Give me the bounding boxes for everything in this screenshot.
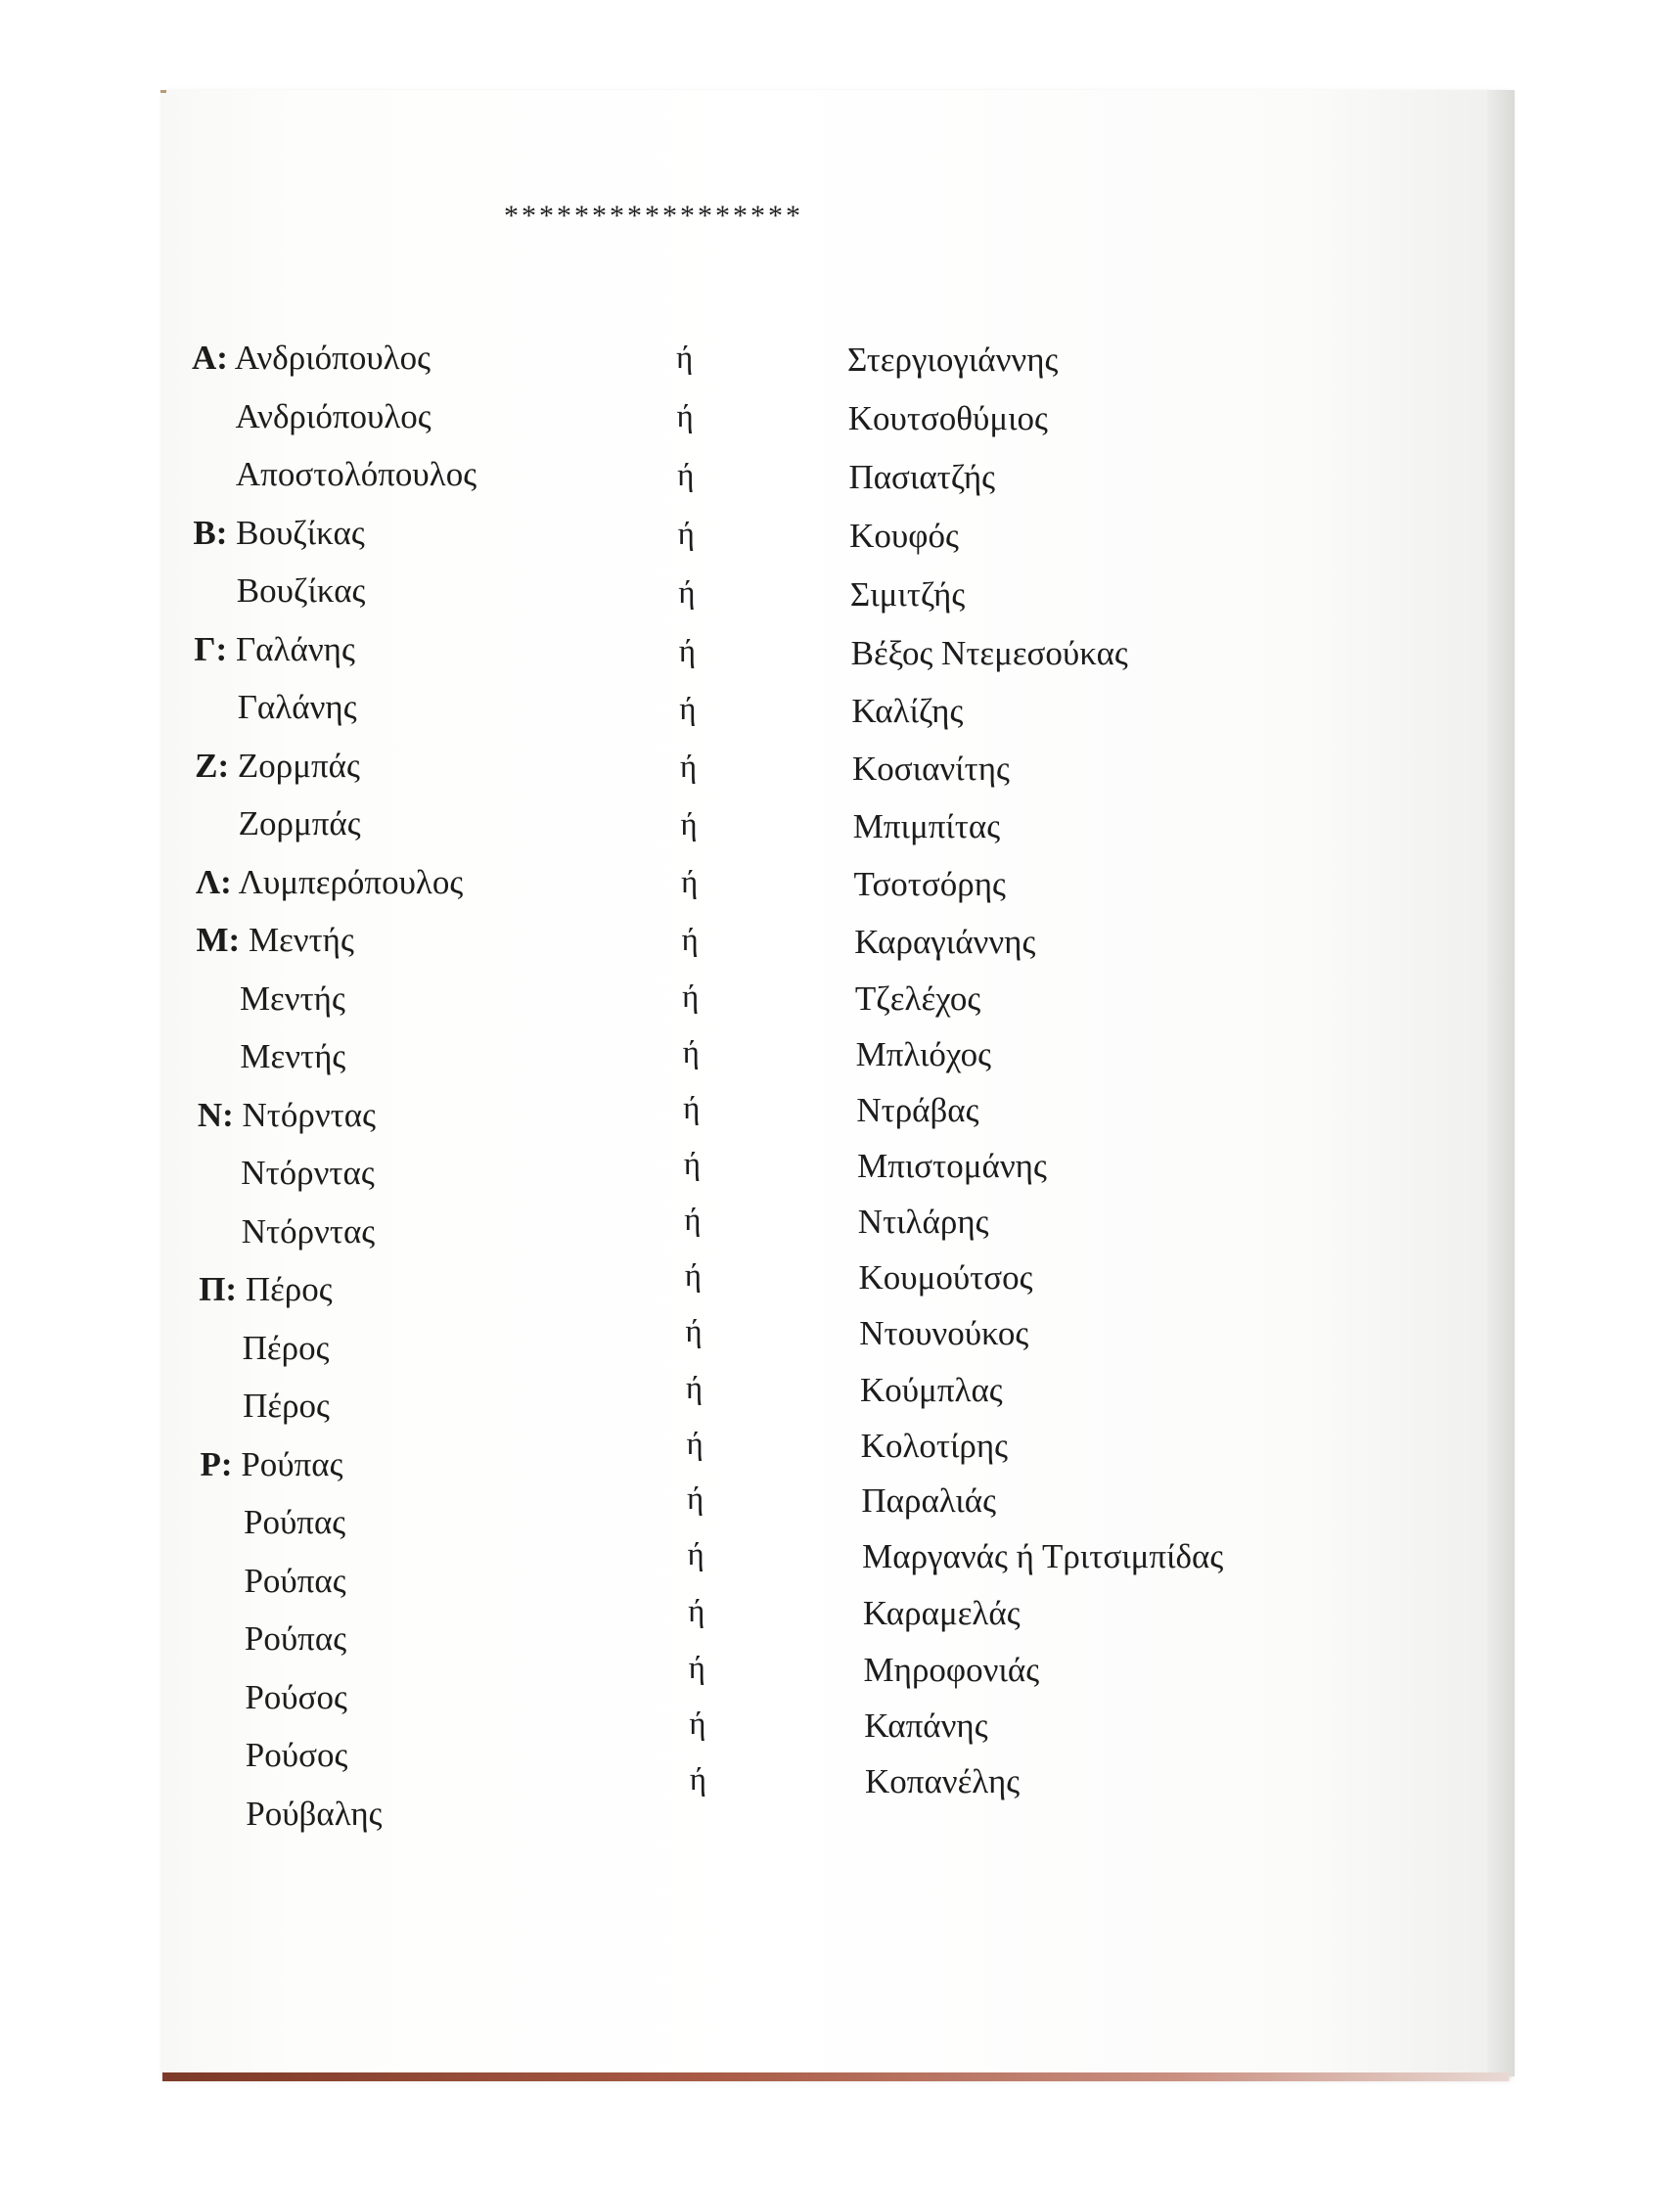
partner-surname: Κοπανέλης: [865, 1762, 1021, 1800]
or-word: ή: [687, 1481, 704, 1517]
list-item: [0, 1481, 1680, 1546]
list-item: [0, 1762, 1680, 1838]
partner-surname: Τσοτσόρης: [853, 865, 1006, 903]
surname: Ντόρντας: [242, 1095, 376, 1134]
or-word: ή: [680, 807, 698, 842]
partner-surname: Κουτσοθύμιος: [847, 399, 1048, 437]
surname-cell: [235, 393, 431, 440]
list-item: [0, 684, 1680, 731]
corner-mark: [160, 90, 166, 93]
surname-cell: [246, 1791, 382, 1838]
or-word: ή: [689, 1762, 707, 1798]
or-word: ή: [685, 1314, 703, 1349]
partner-surname: Κούμπλας: [859, 1371, 1003, 1409]
partner-surname: Μπιστομάνης: [857, 1147, 1047, 1185]
letter-prefix: Β:: [193, 513, 228, 552]
list-item: [0, 510, 1680, 557]
list-item: [0, 976, 1680, 1023]
list-item: [0, 1537, 1680, 1605]
partner-surname: Στεργιογιάννης: [847, 341, 1059, 379]
surname-cell: [198, 1092, 376, 1139]
surname-cell: [199, 1266, 332, 1313]
or-word: ή: [679, 692, 697, 727]
letter-prefix: Λ:: [196, 862, 232, 901]
letter-prefix: Μ:: [196, 921, 241, 959]
surname-cell: [239, 800, 361, 847]
surname: Μεντής: [248, 921, 354, 959]
list-item: [0, 451, 1680, 498]
surname-cell: [242, 1208, 375, 1255]
surname-cell: [195, 743, 360, 790]
surname: Ζορμπάς: [238, 804, 361, 842]
letter-prefix: Ρ:: [200, 1444, 233, 1483]
surname: Βουζίκας: [236, 571, 366, 610]
partner-surname: Καλίζης: [851, 692, 964, 730]
partner-surname: Καραμελάς: [862, 1594, 1021, 1632]
surname-cell: [240, 1033, 345, 1080]
partner-surname: Κολοτίρης: [860, 1427, 1009, 1465]
surname: Ζορμπάς: [237, 746, 360, 785]
surname-cell: [246, 1732, 348, 1779]
partner-surname: Μηροφονιάς: [863, 1651, 1040, 1689]
surname: Ρούπας: [241, 1444, 343, 1483]
or-word: ή: [682, 1035, 700, 1070]
surname: Πέρος: [243, 1387, 330, 1425]
partner-surname: Μπιμπίτας: [852, 807, 1001, 845]
list-item: [0, 1203, 1680, 1255]
letter-prefix: Γ:: [194, 629, 228, 668]
surname-cell: [197, 917, 354, 964]
surname-cell: [244, 1499, 345, 1546]
list-item: [0, 917, 1680, 964]
list-item: [0, 393, 1680, 440]
partner-surname: Παραλιάς: [861, 1481, 996, 1520]
surname-cell: [244, 1558, 345, 1605]
or-word: ή: [683, 1091, 701, 1126]
surname: Ρούβαλης: [246, 1794, 383, 1833]
surname: Γαλάνης: [235, 629, 355, 668]
surname: Ανδριόπουλος: [235, 396, 431, 435]
or-word: ή: [688, 1594, 705, 1629]
partner-surname: Κουμούτσος: [858, 1258, 1033, 1297]
partner-surname: Κοσιανίτης: [852, 750, 1010, 788]
surname: Βουζίκας: [236, 513, 365, 552]
surname: Πέρος: [242, 1328, 330, 1367]
list-item: [0, 568, 1680, 615]
surname-cell: [245, 1674, 347, 1721]
surname: Αποστολόπουλος: [235, 455, 477, 493]
list-item: [0, 1314, 1680, 1372]
surname: Λυμπερόπουλος: [238, 862, 464, 901]
or-word: ή: [677, 517, 695, 552]
list-item: [0, 626, 1680, 673]
list-item: [0, 1092, 1680, 1139]
surname-cell: [192, 335, 431, 382]
surname: Ρούσος: [245, 1677, 347, 1716]
partner-surname: Ντράβας: [856, 1091, 979, 1129]
or-word: ή: [681, 923, 699, 958]
or-word: ή: [682, 979, 700, 1015]
surname-cell: [193, 510, 364, 557]
surname-cell: [237, 568, 366, 615]
partner-surname: Καραγιάννης: [854, 923, 1036, 961]
list-item: [0, 1258, 1680, 1313]
or-word: ή: [676, 399, 694, 434]
list-item: [0, 335, 1680, 382]
partner-surname: Μαργανάς ή Τριτσιμπίδας: [862, 1537, 1224, 1575]
list-item: [0, 743, 1680, 790]
list-item: [0, 1147, 1680, 1197]
or-word: ή: [685, 1371, 704, 1406]
surname-cell: [238, 684, 357, 731]
or-word: ή: [678, 575, 696, 611]
surname-cell: [194, 626, 355, 673]
list-item: [0, 800, 1680, 847]
list-item: [0, 1427, 1680, 1488]
partner-surname: Κουφός: [849, 517, 959, 555]
surname-cell: [245, 1616, 346, 1662]
surname: Ντόρντας: [241, 1211, 376, 1251]
or-word: ή: [683, 1147, 701, 1182]
surname-cell: [196, 859, 463, 906]
or-word: ή: [680, 865, 699, 900]
surname-cell: [240, 976, 345, 1023]
surname: Ντόρντας: [241, 1154, 375, 1192]
partner-surname: Ντιλάρης: [857, 1203, 989, 1241]
or-word: ή: [679, 750, 698, 785]
list-item: [0, 1707, 1680, 1779]
surname: Ρούπας: [244, 1561, 346, 1600]
list-item: [0, 1651, 1680, 1721]
partner-surname: Μπλιόχος: [855, 1035, 992, 1073]
partner-surname: Πασιατζής: [848, 458, 996, 496]
partner-surname: Τζελέχος: [854, 979, 981, 1018]
or-word: ή: [678, 634, 697, 669]
list-item: [0, 859, 1680, 906]
table-edge: [162, 2072, 1509, 2081]
letter-prefix: Α:: [192, 339, 228, 377]
surname: Μεντής: [240, 1037, 346, 1075]
surname-cell: [201, 1441, 343, 1488]
or-word: ή: [687, 1537, 704, 1572]
surname-cell: [243, 1383, 330, 1430]
or-word: ή: [677, 458, 695, 493]
surname: Γαλάνης: [237, 688, 357, 726]
letter-prefix: Ν:: [197, 1095, 234, 1134]
surname: Ρούπας: [244, 1503, 346, 1541]
list-item: [0, 1371, 1680, 1430]
surname-cell: [243, 1325, 330, 1372]
or-word: ή: [684, 1258, 703, 1294]
surname-cell: [241, 1150, 374, 1197]
surname: Ανδριόπουλος: [234, 339, 431, 377]
partner-surname: Καπάνης: [864, 1707, 988, 1745]
partner-surname: Ντουνούκος: [859, 1314, 1029, 1352]
surname-cell: [236, 451, 477, 498]
or-word: ή: [676, 341, 694, 376]
surname: Πέρος: [245, 1270, 333, 1308]
list-item: [0, 1033, 1680, 1080]
list-item: [0, 1594, 1680, 1662]
or-word: ή: [689, 1707, 706, 1742]
surname: Ρούπας: [244, 1619, 347, 1658]
separator-stars: *****************: [504, 200, 803, 232]
surname: Ρούσος: [245, 1736, 348, 1774]
surname: Μεντής: [239, 979, 345, 1018]
partner-surname: Βέξος Ντεμεσούκας: [850, 634, 1128, 672]
letter-prefix: Π:: [199, 1270, 238, 1308]
or-word: ή: [686, 1427, 704, 1462]
or-word: ή: [688, 1651, 705, 1686]
partner-surname: Σιμιτζής: [849, 575, 966, 614]
letter-prefix: Ζ:: [195, 746, 230, 785]
or-word: ή: [684, 1203, 702, 1238]
